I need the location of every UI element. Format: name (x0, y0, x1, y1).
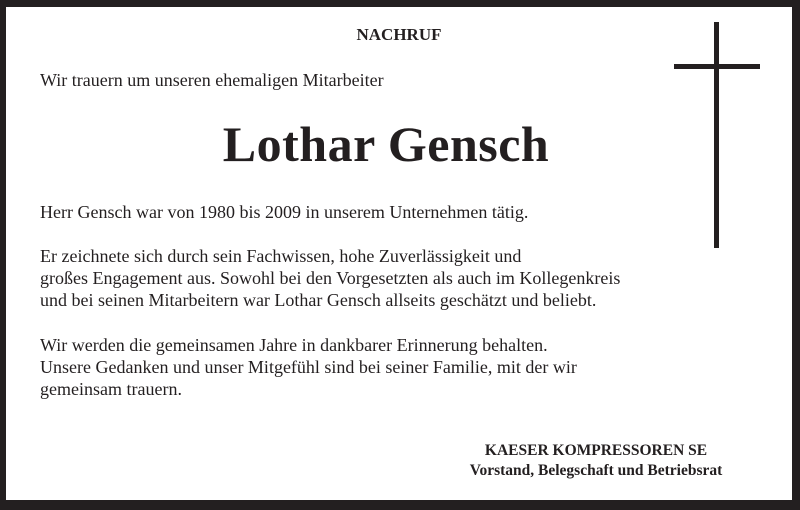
text-line: Wir werden die gemeinsamen Jahre in dankbarer Erinnerung behalten. (40, 335, 548, 355)
cross-horizontal-bar (674, 64, 760, 69)
deceased-name: Lothar Gensch (222, 116, 550, 172)
signature-group: Vorstand, Belegschaft und Betriebsrat (469, 462, 723, 479)
text-line: gemeinsam trauern. (40, 379, 182, 399)
signature-company: KAESER KOMPRESSOREN SE (484, 442, 708, 459)
text-line: Herr Gensch war von 1980 bis 2009 in unserem Unternehmen tätig. (40, 202, 529, 222)
paragraph-employment (40, 201, 528, 223)
intro-text: Wir trauern um unseren ehemaligen Mitarbeiter (40, 70, 384, 90)
text-line: Unsere Gedanken und unser Mitgefühl sind bei seiner Familie, mit der wir (40, 357, 577, 377)
text-line: großes Engagement aus. Sowohl bei den Vorgesetzten als auch im Kollegenkreis (40, 268, 621, 288)
obituary-notice (6, 7, 792, 500)
heading: NACHRUF (356, 25, 442, 44)
text-line: und bei seinen Mitarbeitern war Lothar Gensch allseits geschätzt und beliebt. (40, 290, 597, 310)
paragraph-tribute (40, 245, 620, 311)
text-line: Er zeichnete sich durch sein Fachwissen, hohe Zuverlässigkeit und (40, 246, 522, 266)
cross-vertical-bar (714, 22, 719, 248)
paragraph-remembrance (40, 334, 577, 400)
